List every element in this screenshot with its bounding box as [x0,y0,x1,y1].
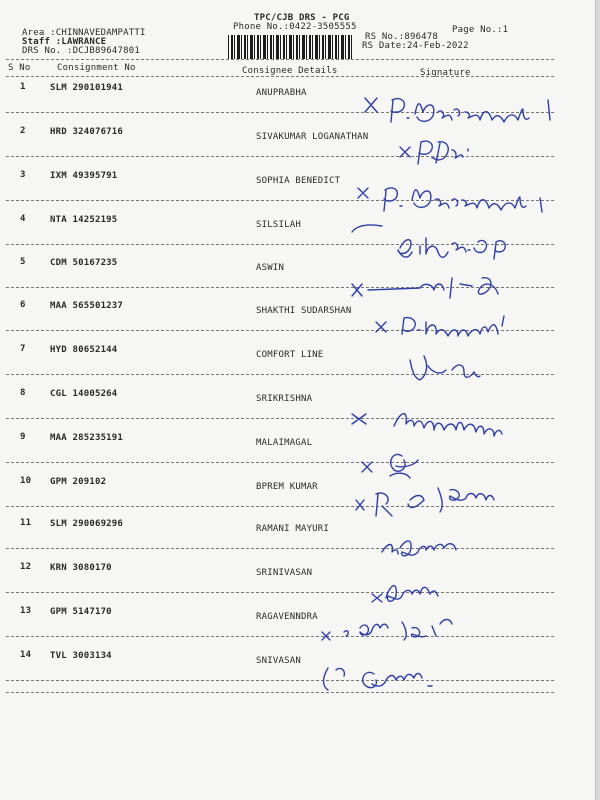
signature-mark [358,188,542,212]
row-consignment: TVL 3003134 [50,651,112,661]
row-consignment: MAA 285235191 [50,433,124,443]
rs-date: RS Date:24-Feb-2022 [362,41,469,51]
signature-mark [362,454,418,478]
signature-mark [324,668,433,690]
page-number: Page No.:1 [452,25,509,35]
row-consignee: SRINIVASAN [256,568,313,578]
row-sno: 9 [20,432,26,442]
signature-mark [352,278,498,298]
row-consignee: ANUPRABHA [256,88,307,98]
col-signature: Signature [420,68,471,78]
signature-mark [400,141,468,164]
row-sno: 2 [20,126,26,136]
row-consignee: SILSILAH [256,220,301,230]
row-sno: 6 [20,300,26,310]
row-consignment: SLM 290101941 [50,83,124,93]
row-consignment: HRD 324076716 [50,127,124,137]
doc-title: TPC/CJB DRS - PCG [254,13,350,23]
signature-mark [322,620,452,641]
signature-mark [372,586,438,602]
phone-number: Phone No.:0422-3505555 [233,22,357,32]
row-sno: 1 [20,82,26,92]
row-sno: 10 [20,476,32,486]
row-consignment: CGL 14005264 [50,389,118,399]
row-consignment: CDM 50167235 [50,258,118,268]
row-sno: 4 [20,214,26,224]
signature-mark [352,414,502,436]
row-sno: 11 [20,518,32,528]
row-consignment: GPM 209102 [50,477,107,487]
rs-number: RS No.:896478 [365,32,439,42]
row-consignment: GPM 5147170 [50,607,112,617]
row-consignment: IXM 49395791 [50,171,118,181]
row-consignment: NTA 14252195 [50,215,118,225]
staff-field: Staff :LAWRANCE [22,37,107,47]
row-sno: 12 [20,562,32,572]
drs-number: DRS No. :DCJB89647801 [22,46,140,56]
col-consignee: Consignee Details [242,66,338,76]
row-consignee: BPREM KUMAR [256,482,318,492]
row-sno: 5 [20,257,26,267]
row-consignee: SRIKRISHNA [256,394,313,404]
row-consignee: ASWIN [256,263,285,273]
col-consignment: Consignment No [57,63,136,73]
row-sno: 14 [20,650,32,660]
row-consignee: RAMANI MAYURI [256,524,330,534]
col-sno: S No [8,63,31,73]
signature-mark [410,356,480,380]
signature-mark [356,488,494,516]
row-sno: 8 [20,388,26,398]
row-consignee: SIVAKUMAR LOGANATHAN [256,132,369,142]
row-consignee: SHAKTHI SUDARSHAN [256,306,352,316]
row-consignee: MALAIMAGAL [256,438,313,448]
row-sno: 7 [20,344,26,354]
signature-mark [376,316,504,336]
row-consignment: KRN 3080170 [50,563,112,573]
row-consignee: SOPHIA BENEDICT [256,176,341,186]
row-consignee: RAGAVENNDRA [256,612,318,622]
area-field: Area :CHINNAVEDAMPATTI [22,28,146,38]
row-consignee: SNIVASAN [256,656,301,666]
signature-mark [365,98,550,122]
row-consignee: COMFORT LINE [256,350,324,360]
row-sno: 3 [20,170,26,180]
signature-mark [382,541,456,556]
row-consignment: HYD 80652144 [50,345,118,355]
row-sno: 13 [20,606,32,616]
row-consignment: SLM 290069296 [50,519,124,529]
signature-mark [352,225,505,259]
row-consignment: MAA 565501237 [50,301,124,311]
